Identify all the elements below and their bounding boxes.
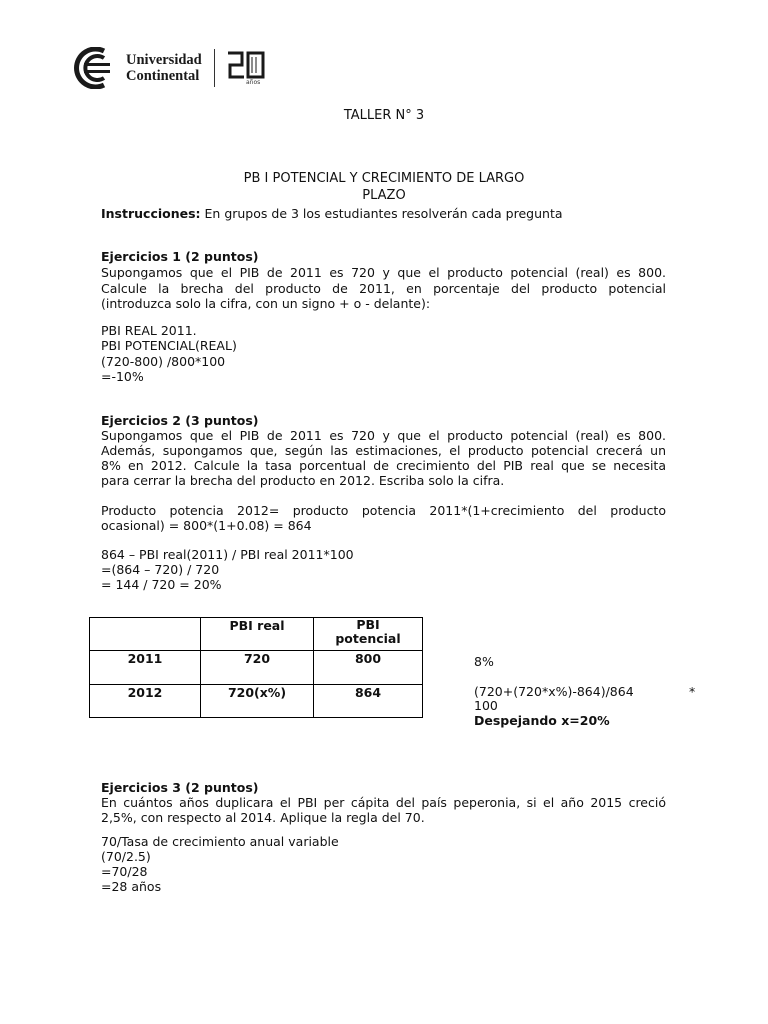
exercise-1-text-2: Calcule la brecha del producto de 2011, en porcentaje del producto potencial xyxy=(101,281,666,296)
exercise-2-text-4: para cerrar la brecha del producto en 2012. Escriba solo la cifra. xyxy=(101,473,505,488)
table-row xyxy=(90,651,423,685)
exercise-3-text-1: En cuántos años duplicara el PBI per cápita del país peperonia, si el año 2015 creció xyxy=(101,795,666,810)
table-cell-year: 2011 xyxy=(90,651,201,685)
exercise-3-text-2: 2,5%, con respecto al 2014. Aplique la regla del 70. xyxy=(101,810,425,825)
table-header-cell: PBI potencial xyxy=(314,618,423,651)
exercise-1-title: Ejercicios 1 (2 puntos) xyxy=(101,249,259,264)
pbi-table xyxy=(89,617,423,718)
anniversary-caption: años xyxy=(246,79,261,86)
table-cell-pbi-potencial: 800 xyxy=(314,651,423,685)
exercise-3-step-1: 70/Tasa de crecimiento anual variable xyxy=(101,834,339,849)
exercise-2-text-2: Además, supongamos que, según las estimaciones, el producto potencial crecerá un xyxy=(101,443,666,458)
exercise-2-title: Ejercicios 2 (3 puntos) xyxy=(101,413,259,428)
table-cell-pbi-real: 720(x%) xyxy=(201,685,314,718)
page-title-line2: PLAZO xyxy=(362,188,406,203)
table-header-cell: PBI real xyxy=(201,618,314,651)
exercise-3-step-3: =70/28 xyxy=(101,864,148,879)
side-equation-1-tail: * xyxy=(689,684,696,699)
side-equation-2: 100 xyxy=(474,698,498,713)
exercise-2-text-3: 8% en 2012. Calcule la tasa porcentual de crecimiento del PIB real que se necesita xyxy=(101,458,666,473)
instructions xyxy=(101,206,666,222)
table-header-cell xyxy=(90,618,201,651)
exercise-2-formula-2: ocasional) = 800*(1+0.08) = 864 xyxy=(101,518,312,533)
continental-c-icon xyxy=(64,47,118,89)
exercise-1-step-1: PBI REAL 2011. xyxy=(101,323,197,338)
exercise-2-formula-1: Producto potencia 2012= producto potencia 2011*(1+crecimiento del producto xyxy=(101,503,666,518)
university-name-line1: Universidad xyxy=(126,52,202,68)
side-percent: 8% xyxy=(474,654,494,669)
exercise-2-calc-1: 864 – PBI real(2011) / PBI real 2011*100 xyxy=(101,547,354,562)
taller-title: TALLER N° 3 xyxy=(343,108,425,123)
table-row xyxy=(90,685,423,718)
exercise-3-step-2: (70/2.5) xyxy=(101,849,151,864)
university-name-line2: Continental xyxy=(126,68,200,84)
university-logo xyxy=(64,47,274,89)
exercise-1-text-1: Supongamos que el PIB de 2011 es 720 y que el producto potencial (real) es 800. xyxy=(101,265,666,280)
exercise-1-text-3: (introduzca solo la cifra, con un signo + o - delante): xyxy=(101,296,431,311)
instructions-text: En grupos de 3 los estudiantes resolverán cada pregunta xyxy=(200,206,563,221)
side-result: Despejando x=20% xyxy=(474,713,610,728)
exercise-3-result: =28 años xyxy=(101,879,162,894)
instructions-label: Instrucciones: xyxy=(101,206,201,221)
exercise-3-title: Ejercicios 3 (2 puntos) xyxy=(101,780,259,795)
exercise-1-step-3: (720-800) /800*100 xyxy=(101,354,226,369)
table-cell-year: 2012 xyxy=(90,685,201,718)
exercise-1-step-2: PBI POTENCIAL(REAL) xyxy=(101,338,237,353)
exercise-2-text-1: Supongamos que el PIB de 2011 es 720 y que el producto potencial (real) es 800. xyxy=(101,428,666,443)
university-name xyxy=(126,52,202,84)
exercise-2-calc-2: =(864 – 720) / 720 xyxy=(101,562,220,577)
table-cell-pbi-real: 720 xyxy=(201,651,314,685)
exercise-1-result: =-10% xyxy=(101,369,144,384)
table-cell-pbi-potencial: 864 xyxy=(314,685,423,718)
page-title-line1: PB I POTENCIAL Y CRECIMIENTO DE LARGO xyxy=(243,171,525,186)
logo-divider xyxy=(214,49,215,87)
exercise-2-calc-3: = 144 / 720 = 20% xyxy=(101,577,222,592)
table-header-row xyxy=(90,618,423,651)
side-equation-1: (720+(720*x%)-864)/864 xyxy=(474,684,634,699)
